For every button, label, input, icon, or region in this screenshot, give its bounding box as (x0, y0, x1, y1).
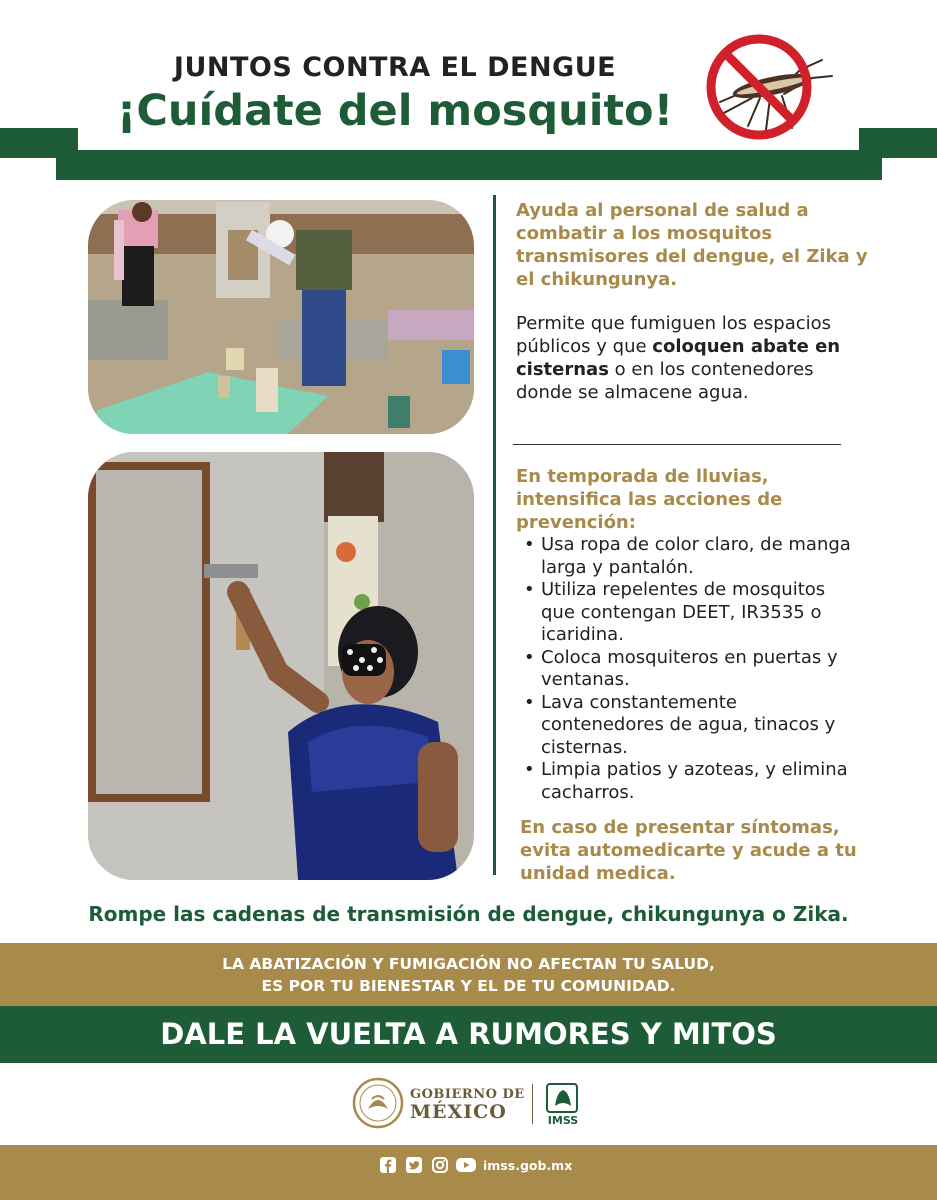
twitter-icon[interactable] (406, 1157, 422, 1173)
website-link[interactable]: imss.gob.mx (483, 1158, 573, 1173)
logo-separator (532, 1084, 533, 1124)
photo-health-worker (88, 200, 474, 434)
list-item: • Limpia patios y azoteas, y elimina cacharros. (524, 759, 864, 804)
imss-logo (545, 1082, 581, 1128)
mexico-label: MÉXICO (410, 1101, 507, 1123)
horizontal-divider (513, 444, 841, 445)
intro-body-bold: coloquen abate en cisternas (516, 336, 841, 380)
youtube-icon[interactable] (456, 1157, 476, 1173)
myths-slogan: DALE LA VUELTA A RUMORES Y MITOS (160, 1017, 777, 1051)
page-title: ¡Cuídate del mosquito! (116, 86, 674, 136)
instagram-icon[interactable] (432, 1157, 448, 1173)
intro-body: Permite que fumiguen los espacios públicos y que coloquen abate en cisternas o en los contenedores donde se almacene agua. (516, 313, 841, 403)
facebook-icon[interactable] (380, 1157, 396, 1173)
gold-band-line1: LA ABATIZACIÓN Y FUMIGACIÓN NO AFECTAN TU SALUD, (222, 955, 715, 973)
list-item: • Utiliza repelentes de mosquitos que contengan DEET, IR3535 o icaridina. (524, 579, 864, 647)
header-band (56, 150, 882, 180)
list-item: • Usa ropa de color claro, de manga larga y pantalón. (524, 534, 864, 579)
no-mosquito-icon (700, 30, 840, 145)
mexico-seal-icon (352, 1077, 404, 1129)
prevention-list (524, 534, 864, 804)
header-kicker: JUNTOS CONTRA EL DENGUE (173, 52, 617, 83)
imss-label: IMSS (547, 1114, 579, 1127)
intro-heading: Ayuda al personal de salud a combatir a los mosquitos transmisores del dengue, el Zika y el chikungunya. (516, 200, 868, 290)
vertical-divider (493, 195, 496, 875)
gold-band (0, 943, 937, 1006)
gobierno-label: GOBIERNO DE (410, 1087, 525, 1102)
chain-message: Rompe las cadenas de transmisión de dengue, chikungunya o Zika. (88, 902, 849, 926)
symptoms-note: En caso de presentar síntomas, evita automedicarte y acude a tu unidad medica. (520, 817, 857, 884)
gold-band-line2: ES POR TU BIENESTAR Y EL DE TU COMUNIDAD. (261, 977, 676, 995)
photo-woman-hammer (88, 452, 474, 880)
list-item: • Lava constantemente contenedores de agua, tinacos y cisternas. (524, 692, 864, 760)
rain-heading: En temporada de lluvias, intensifica las acciones de prevención: (516, 466, 783, 533)
imss-eagle-icon (545, 1082, 581, 1114)
list-item: • Coloca mosquiteros en puertas y ventanas. (524, 647, 864, 692)
